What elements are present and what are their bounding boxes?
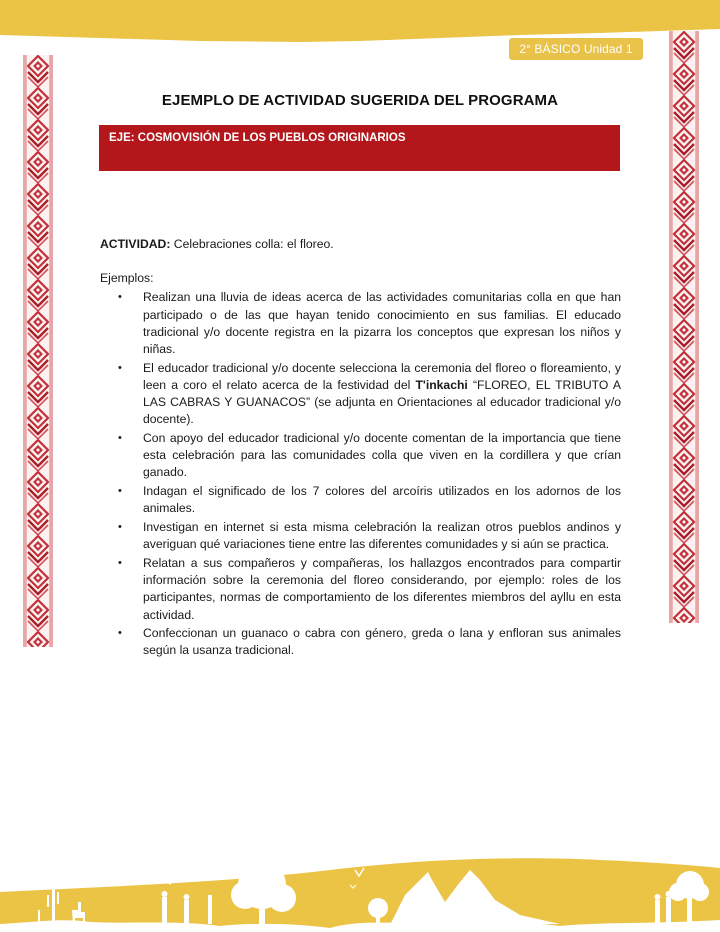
left-pattern-border — [23, 55, 53, 647]
bullet-icon: • — [118, 627, 122, 640]
landscape-silhouette-icon — [0, 840, 720, 932]
list-item-text: Realizan una lluvia de ideas acerca de las actividades comunitarias colla en que han participado o de las que hayan tenido conocimiento en sus familias. El educado tradicional y/o docente registra en la pizarra los conceptos que expresan los niños y niñas. — [143, 290, 621, 357]
list-item — [100, 430, 621, 482]
eje-label: EJE: COSMOVISIÓN DE LOS PUEBLOS ORIGINARIOS — [109, 132, 406, 144]
list-item-bold-term: T'inkachi — [415, 377, 468, 392]
list-item — [100, 360, 621, 429]
list-item-text: Investigan en internet si esta misma celebración la realizan otros pueblos andinos y averiguan qué variaciones tiene entre las diferentes comunidades y si aún se practica. — [143, 520, 621, 552]
grade-unit-badge: 2° BÁSICO Unidad 1 — [509, 38, 643, 60]
bullet-icon: • — [118, 485, 122, 498]
bullet-icon: • — [118, 361, 122, 374]
list-item — [100, 625, 621, 659]
list-item-text: Relatan a sus compañeros y compañeras, los hallazgos encontrados para compartir información sobre la ceremonia del floreo considerando, por ejemplo: roles de los participantes, normas de comportamiento de los diferentes miembros del ayllu en esta actividad. — [143, 555, 621, 622]
bullet-icon: • — [118, 556, 122, 569]
list-item-text: El educador tradicional y/o docente selecciona la ceremonia del floreo o floreamiento, y leen a coro el relato acerca de la festividad del — [143, 360, 621, 392]
bullet-icon: • — [118, 291, 122, 304]
page-title: EJEMPLO DE ACTIVIDAD SUGERIDA DEL PROGRAMA — [161, 92, 559, 109]
list-item — [100, 483, 621, 517]
andean-pattern-icon — [26, 55, 50, 647]
list-item — [100, 519, 621, 553]
list-item — [100, 289, 621, 358]
list-item-text: Indagan el significado de los 7 colores del arcoíris utilizados en los adornos de los animales. — [143, 484, 621, 516]
activity-label: ACTIVIDAD: — [100, 237, 171, 251]
list-item-text: Confeccionan un guanaco o cabra con género, greda o lana y enfloran sus animales según la usanza tradicional. — [143, 626, 621, 658]
activity-line — [100, 236, 621, 253]
activity-title: Celebraciones colla: el floreo. — [170, 237, 334, 251]
bullet-icon: • — [118, 521, 122, 534]
bullet-icon: • — [118, 432, 122, 445]
eje-banner — [99, 125, 620, 171]
andean-pattern-icon — [672, 31, 696, 623]
examples-heading: Ejemplos: — [100, 271, 154, 286]
list-item-text: “FLOREO, EL TRIBUTO A LAS CABRAS Y GUANACOS” (se adjunta en Orientaciones al educador tradicional y/o docente). — [143, 377, 621, 427]
list-item — [100, 555, 621, 624]
footer-landscape — [0, 840, 720, 932]
list-item-text: Con apoyo del educador tradicional y/o docente comentan de la importancia que tiene esta celebración para las comunidades colla que viven en la cordillera y que crían ganado. — [143, 431, 621, 480]
examples-list — [100, 289, 621, 659]
right-pattern-border — [669, 31, 699, 623]
activity-content — [100, 236, 621, 661]
